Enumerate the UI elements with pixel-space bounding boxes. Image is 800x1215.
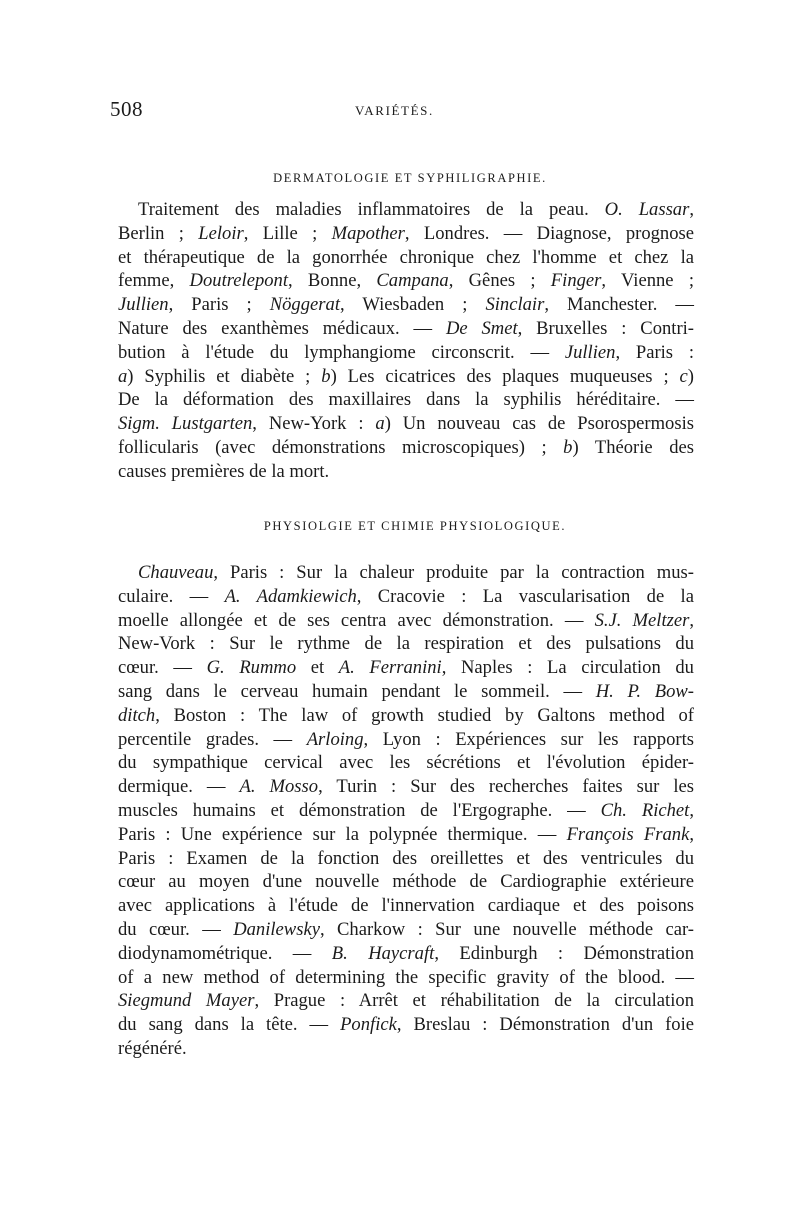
text-run: New-Vork : Sur le rythme de la respiration et des pulsations du [118, 633, 694, 655]
italic-name: Jullien [564, 341, 616, 363]
text-run: , Manchester. — [544, 294, 694, 316]
text-run: follicularis (avec démonstrations microscopiques) ; [118, 436, 564, 458]
text-run: , Lille ; [243, 222, 332, 244]
text-line [118, 1037, 694, 1061]
text-line [118, 942, 694, 966]
text-run: Paris : Examen de la fonction des oreillettes et des ventricules du [118, 847, 694, 869]
text-line [118, 751, 694, 775]
text-run: Nature des exanthèmes médicaux. — [118, 317, 446, 339]
text-line [118, 704, 694, 728]
italic-name: Siegmund Mayer [118, 990, 255, 1012]
text-run: De la déformation des maxillaires dans la syphilis héréditaire. — [118, 389, 694, 411]
italic-name: Campana [376, 270, 449, 292]
text-line [118, 198, 694, 222]
text-run: , Boston : The law of growth studied by Galtons method of [155, 704, 694, 726]
text-run: Berlin ; [118, 222, 199, 244]
text-run: , Paris : Sur la chaleur produite par la contraction mus- [213, 562, 694, 583]
text-run: Traitement des maladies inflammatoires de la peau. [138, 199, 605, 220]
italic-name: Chauveau [138, 562, 214, 583]
text-run: , [689, 609, 694, 631]
text-line [118, 246, 694, 270]
text-line [118, 823, 694, 847]
text-run: of a new method of determining the specific gravity of the blood. — [118, 966, 694, 988]
text-run: , Paris : [615, 341, 694, 363]
text-run: , [689, 199, 694, 220]
text-line [118, 388, 694, 412]
text-run: , Charkow : Sur une nouvelle méthode car- [319, 918, 694, 940]
text-run: du sympathique cervical avec les sécrétions et l'évolution épider- [118, 752, 694, 774]
text-run: , Bonne, [288, 270, 377, 292]
text-line [118, 269, 694, 293]
text-line [118, 365, 694, 389]
section-heading-physiologie: PHYSIOLGIE ET CHIMIE PHYSIOLOGIQUE. [263, 519, 567, 533]
text-run: , Lyon : Expériences sur les rapports [363, 728, 694, 750]
text-run: moelle allongée et de ses centra avec démonstration. — [118, 609, 595, 631]
text-run: régénéré. [118, 1037, 187, 1059]
text-line [118, 775, 694, 799]
text-line [118, 436, 694, 460]
text-line [118, 317, 694, 341]
text-line [118, 894, 694, 918]
italic-name: S.J. Meltzer [594, 609, 690, 631]
text-line [118, 656, 694, 680]
text-run: du cœur. — [118, 918, 234, 940]
text-run: du sang dans la tête. — [118, 1014, 341, 1036]
text-run: ) Syphilis et diabète ; [127, 365, 322, 387]
text-run: causes premières de la mort. [118, 460, 330, 482]
text-line [118, 585, 694, 609]
text-run: ) Les cicatrices des plaques muqueuses ; [330, 365, 680, 387]
italic-name: ditch [118, 704, 156, 726]
section-heading-dermatologie: DERMATOLOGIE ET SYPHILIGRAPHIE. [273, 171, 547, 185]
paragraph-physiologie [118, 561, 694, 1061]
text-line [118, 412, 694, 436]
italic-name: O. Lassar [604, 199, 690, 220]
text-line [118, 728, 694, 752]
italic-name: Ch. Richet [600, 799, 690, 821]
italic-name: H. P. Bow- [595, 680, 694, 702]
italic-name: Mapother [331, 222, 405, 244]
italic-name: b [563, 436, 573, 458]
italic-name: Jullien [118, 294, 169, 316]
text-run: ) Un nouveau cas de Psorospermosis [384, 413, 694, 435]
text-line [118, 561, 694, 585]
text-run: , Bruxelles : Contri- [517, 317, 694, 339]
text-line [118, 222, 694, 246]
text-line [118, 847, 694, 871]
text-run: , Londres. — Diagnose, prognose [404, 222, 694, 244]
italic-name: De Smet [445, 317, 518, 339]
text-run: Paris : Une expérience sur la polypnée thermique. — [118, 823, 567, 845]
text-line [118, 460, 694, 484]
text-run: , Gênes ; [448, 270, 551, 292]
text-line [118, 680, 694, 704]
text-run: cœur. — [118, 657, 207, 679]
italic-name: Arloing [306, 728, 364, 750]
text-run: avec applications à l'étude de l'innervation cardiaque et des poisons [118, 895, 694, 917]
text-run: , Cracovie : La vascularisation de la [356, 585, 694, 607]
italic-name: A. Adamkiewich [224, 585, 357, 607]
paragraph-dermatologie [118, 198, 694, 484]
italic-name: a [118, 365, 128, 387]
italic-name: b [321, 365, 331, 387]
text-line [118, 632, 694, 656]
text-run: , Paris ; [168, 294, 270, 316]
italic-name: a [375, 413, 385, 435]
text-line [118, 293, 694, 317]
text-run: et thérapeutique de la gonorrhée chronique chez l'homme et chez la [118, 246, 694, 268]
italic-name: Doutrelepont [189, 270, 289, 292]
text-run: , [689, 823, 694, 845]
text-run: , New-York : [252, 413, 376, 435]
italic-name: Danilewsky [233, 918, 320, 940]
text-run: , Prague : Arrêt et réhabilitation de la circulation [254, 990, 694, 1012]
text-run: , Naples : La circulation du [441, 657, 694, 679]
text-run: muscles humains et démonstration de l'Ergographe. — [118, 799, 601, 821]
text-run: , Turin : Sur des recherches faites sur les [318, 776, 694, 798]
text-run: ) [687, 365, 694, 387]
text-line [118, 870, 694, 894]
text-line [118, 918, 694, 942]
text-run: , Breslau : Démonstration d'un foie [396, 1014, 694, 1036]
text-run: dermique. — [118, 776, 240, 798]
italic-name: c [679, 365, 688, 387]
italic-name: A. Mosso [239, 776, 319, 798]
text-run: sang dans le cerveau humain pendant le sommeil. — [118, 680, 596, 702]
text-run: , Wiesbaden ; [339, 294, 486, 316]
text-run: diodynamométrique. — [118, 942, 332, 964]
text-line [118, 966, 694, 990]
text-run: , Edinburgh : Démonstration [434, 942, 695, 964]
running-head: VARIÉTÉS. [355, 103, 434, 118]
text-run: cœur au moyen d'une nouvelle méthode de Cardiographie extérieure [118, 871, 694, 893]
italic-name: G. Rummo [206, 657, 297, 679]
italic-name: Finger [550, 270, 602, 292]
italic-name: A. Ferranini [338, 657, 442, 679]
text-run: bution à l'étude du lymphangiome circonscrit. — [118, 341, 565, 363]
text-line [118, 609, 694, 633]
text-line [118, 799, 694, 823]
italic-name: B. Haycraft [331, 942, 435, 964]
text-run: femme, [118, 270, 190, 292]
text-run: percentile grades. — [118, 728, 307, 750]
text-run: , [689, 799, 694, 821]
italic-name: Ponfick [340, 1014, 397, 1036]
italic-name: Leloir [198, 222, 244, 244]
italic-name: Sinclair [485, 294, 545, 316]
text-run: ) Théorie des [572, 436, 694, 458]
page-number: 508 [110, 97, 143, 121]
text-line [118, 341, 694, 365]
text-line [118, 989, 694, 1013]
text-line [118, 1013, 694, 1037]
italic-name: François Frank [566, 823, 690, 845]
italic-name: Nöggerat [269, 294, 340, 316]
text-run: , Vienne ; [601, 270, 694, 292]
italic-name: Sigm. Lustgarten [118, 413, 253, 435]
text-run: culaire. — [118, 585, 225, 607]
text-run: et [296, 657, 339, 679]
